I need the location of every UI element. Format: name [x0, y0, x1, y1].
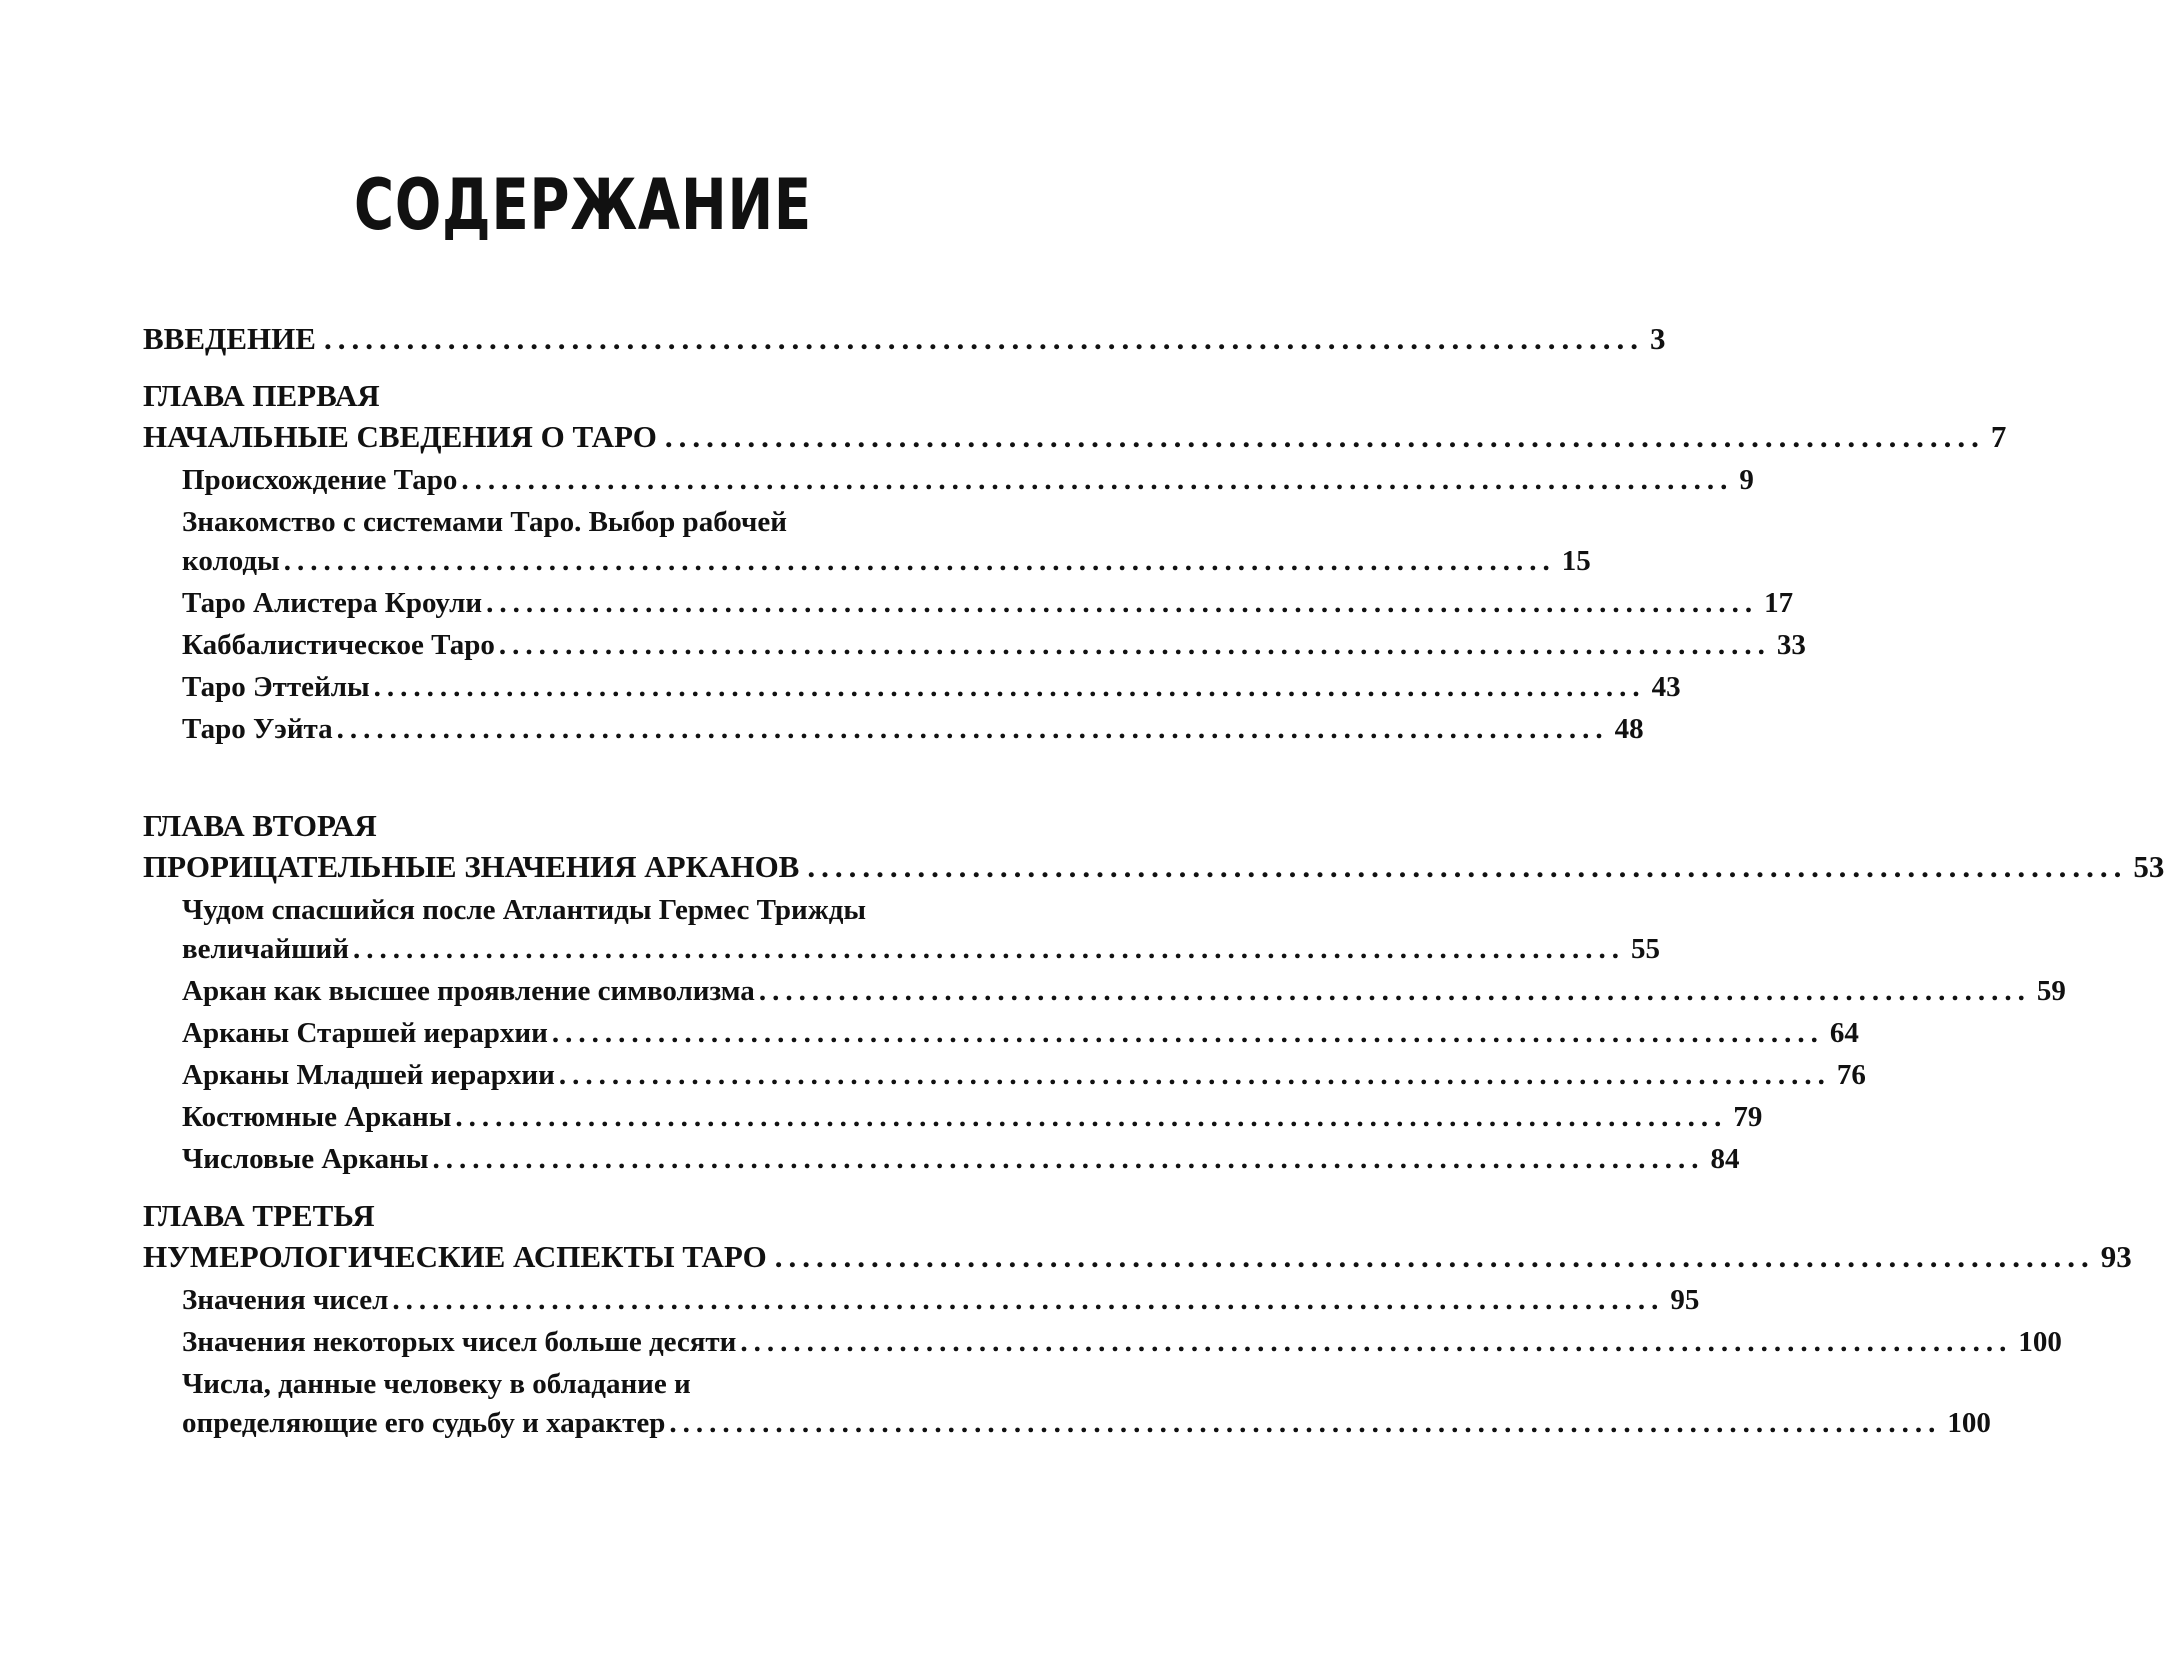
chapter-title: НУМЕРОЛОГИЧЕСКИЕ АСПЕКТЫ ТАРО — [143, 1239, 767, 1274]
list-item[interactable] — [182, 1014, 1859, 1053]
leader-dots: ................................................................................................ — [551, 1017, 1824, 1049]
chapter-heading: ГЛАВА ТРЕТЬЯ — [143, 1198, 375, 1233]
leader-dots: ................................................................................................ — [669, 1407, 1942, 1439]
section-label: Арканы Младшей иерархии — [182, 1059, 555, 1091]
leader-dots: ................................................................................................ — [432, 1143, 1705, 1175]
section-label: Таро Алистера Кроули — [182, 587, 483, 619]
toc-line[interactable] — [143, 846, 2164, 887]
list-item[interactable] — [182, 668, 1681, 707]
toc-line[interactable] — [143, 416, 2007, 457]
leader-dots: ................................................................................................ — [498, 629, 1771, 661]
toc-page-number: 100 — [1947, 1407, 1991, 1439]
section-label: Каббалистическое Таро — [182, 629, 495, 661]
toc-page-number: 76 — [1836, 1059, 1866, 1091]
toc-page-number: 9 — [1739, 464, 1754, 496]
section-label: Таро Эттейлы — [182, 671, 370, 703]
list-item[interactable] — [182, 972, 2066, 1011]
leader-dots: ................................................................................................ — [486, 587, 1759, 619]
toc-page-number: 79 — [1733, 1101, 1763, 1133]
leader-dots: ................................................................................................ — [807, 849, 2128, 884]
section-list — [182, 1281, 2062, 1443]
section-label: Таро Уэйта — [182, 713, 333, 745]
chapter-title: ПРОРИЦАТЕЛЬНЫЕ ЗНАЧЕНИЯ АРКАНОВ — [143, 849, 800, 884]
section-list — [182, 461, 1806, 749]
section-label: Значения некоторых чисел больше десяти — [182, 1326, 737, 1358]
list-item[interactable] — [182, 1365, 1991, 1443]
toc-page-number: 55 — [1630, 933, 1660, 965]
section-label: определяющие его судьбу и характер — [182, 1407, 666, 1439]
leader-dots: ................................................................................................ — [664, 419, 1985, 454]
toc-page-number: 93 — [2100, 1239, 2132, 1274]
section-label: Происхождение Таро — [182, 464, 458, 496]
toc-page-number: 64 — [1829, 1017, 1859, 1049]
leader-dots: ................................................................................................ — [283, 545, 1556, 577]
toc-label: ВВЕДЕНИЕ — [143, 321, 316, 356]
section-label: величайший — [182, 933, 349, 965]
chapter-title: НАЧАЛЬНЫЕ СВЕДЕНИЯ О ТАРО — [143, 419, 657, 454]
section-label-line1: Чудом спасшийся после Атлантиды Гермес Трижды — [182, 894, 867, 926]
leader-dots: ................................................................................................ — [774, 1239, 2095, 1274]
section-label: Значения чисел — [182, 1284, 389, 1316]
section-label: Арканы Старшей иерархии — [182, 1017, 548, 1049]
section-label: Костюмные Арканы — [182, 1101, 452, 1133]
list-item[interactable] — [182, 1323, 2062, 1362]
toc-page-number: 53 — [2133, 849, 2164, 884]
page-title: СОДЕРЖАНИЕ — [353, 164, 813, 246]
leader-dots: ................................................................................................ — [455, 1101, 1728, 1133]
leader-dots: ................................................................................................ — [392, 1284, 1665, 1316]
list-item[interactable] — [182, 461, 1754, 500]
section-label: колоды — [182, 545, 280, 577]
list-item[interactable] — [182, 584, 1794, 623]
list-item[interactable] — [182, 1140, 1740, 1179]
leader-dots: ................................................................................................ — [758, 975, 2031, 1007]
toc-page-number: 100 — [2018, 1326, 2062, 1358]
toc-page-number: 95 — [1670, 1284, 1700, 1316]
toc-page-number: 48 — [1614, 713, 1644, 745]
toc-chapter-3 — [143, 1195, 2132, 1443]
toc-intro — [143, 318, 1666, 359]
toc-page-number: 15 — [1561, 545, 1591, 577]
toc-chapter-2 — [143, 805, 2164, 1179]
leader-dots: ................................................................................................ — [323, 321, 1644, 356]
list-item[interactable] — [182, 503, 1591, 581]
section-label: Аркан как высшее проявление символизма — [182, 975, 755, 1007]
toc-page-number: 7 — [1990, 419, 2007, 454]
leader-dots: ................................................................................................ — [352, 933, 1625, 965]
leader-dots: ................................................................................................ — [373, 671, 1646, 703]
table-of-contents — [143, 318, 2164, 1459]
toc-line[interactable] — [143, 1236, 2132, 1277]
section-label: Числовые Арканы — [182, 1143, 429, 1175]
leader-dots: ................................................................................................ — [740, 1326, 2013, 1358]
leader-dots: ................................................................................................ — [336, 713, 1609, 745]
section-label-line1: Числа, данные человеку в обладание и — [182, 1368, 691, 1400]
list-item[interactable] — [182, 1281, 1700, 1320]
list-item[interactable] — [182, 1056, 1866, 1095]
leader-dots: ................................................................................................ — [461, 464, 1734, 496]
list-item[interactable] — [182, 891, 1660, 969]
list-item[interactable] — [182, 1098, 1763, 1137]
toc-page-number: 17 — [1764, 587, 1794, 619]
chapter-heading: ГЛАВА ВТОРАЯ — [143, 808, 377, 843]
toc-page-number: 59 — [2036, 975, 2066, 1007]
toc-chapter-1 — [143, 375, 2007, 749]
toc-page-number: 84 — [1710, 1143, 1740, 1175]
section-list — [182, 891, 2066, 1179]
list-item[interactable] — [182, 710, 1644, 749]
toc-page-number: 43 — [1651, 671, 1681, 703]
leader-dots: ................................................................................................ — [558, 1059, 1831, 1091]
toc-page-number: 3 — [1649, 321, 1666, 356]
chapter-heading: ГЛАВА ПЕРВАЯ — [143, 378, 380, 413]
toc-page-number: 33 — [1776, 629, 1806, 661]
list-item[interactable] — [182, 626, 1806, 665]
toc-line[interactable] — [143, 318, 1666, 359]
section-label-line1: Знакомство с системами Таро. Выбор рабочей — [182, 506, 787, 538]
